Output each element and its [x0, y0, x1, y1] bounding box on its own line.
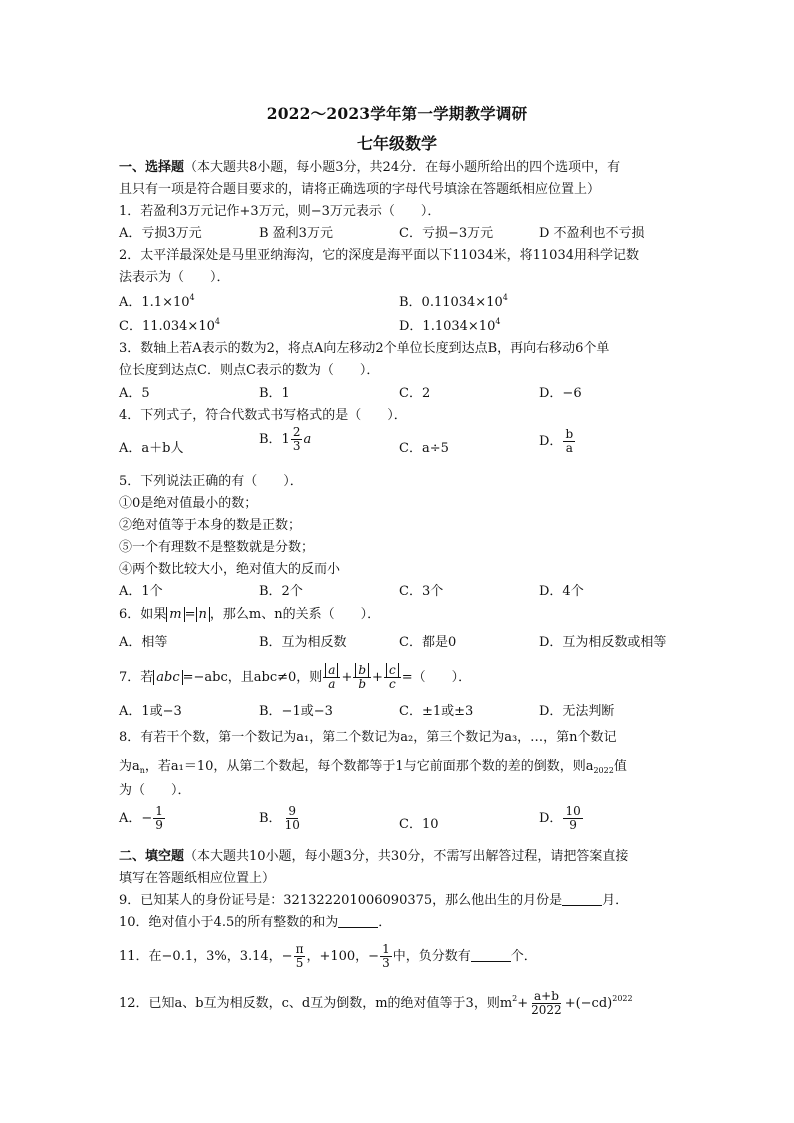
q6-var-m: m	[169, 607, 182, 622]
q12-superscript-2022: 2022	[612, 994, 633, 1003]
q4-option-b-variable: a	[303, 432, 312, 447]
q2-option-a-text: A．1.1×10	[119, 295, 190, 310]
q8-option-a-fraction	[153, 805, 165, 832]
q12-plus: +	[517, 996, 529, 1011]
q12-tail: +(−cd)	[564, 996, 613, 1011]
fraction-denominator: 9	[155, 818, 163, 832]
abs-bars	[325, 663, 338, 677]
q4-option-c: C．a÷5	[399, 441, 449, 456]
q5-item-4: ④两个数比较大小，绝对值大的反而小	[119, 562, 341, 577]
q5-option-d: D．4个	[539, 584, 584, 599]
q6-option-a: A．相等	[119, 635, 168, 650]
q8-line-c: 为（ ）．	[119, 783, 191, 798]
q8-subscript-2022: 2022	[593, 766, 614, 775]
q2-option-b-text: B．0.11034×10	[399, 295, 503, 310]
q11-answer-blank	[471, 949, 511, 962]
q6-stem-suffix: ，那么m、n的关系（ ）．	[209, 607, 381, 622]
q2-option-a	[119, 294, 195, 312]
q6-option-b: B．互为相反数	[259, 635, 347, 650]
q3-option-a: A．5	[119, 386, 150, 401]
q8-option-b	[259, 805, 303, 832]
exam-title: 2022～2023学年第一学期教学调研	[266, 104, 528, 123]
section1-intro	[119, 159, 679, 177]
var: c	[388, 663, 396, 677]
q5-option-c: C．3个	[399, 584, 444, 599]
q2-option-c-text: C．11.034×10	[119, 319, 215, 334]
q4-stem: 4．下列式子，符合代数式书写格式的是（ ）．	[119, 408, 407, 423]
q8-line-b-prefix: 为a	[119, 759, 140, 774]
q8-option-a	[119, 805, 166, 832]
fraction-denominator: 2022	[531, 1003, 562, 1017]
var: a	[328, 663, 336, 677]
q2-option-d-text: D．1.1034×10	[399, 319, 496, 334]
q9-line	[119, 892, 679, 910]
q8-option-b-prefix: B．	[259, 811, 282, 826]
q2-exponent: 4	[214, 317, 220, 326]
q3-option-c: C．2	[399, 386, 431, 401]
q2-exponent: 4	[502, 293, 508, 302]
fraction-denominator: b	[358, 677, 367, 691]
abs-bars	[386, 663, 399, 677]
q8-option-d	[539, 805, 584, 832]
fraction-numerator: 1	[382, 942, 390, 956]
q11-suffix-a: 中，负分数有	[392, 949, 471, 964]
fraction-numerator: a+b	[533, 989, 559, 1003]
q2-exponent: 4	[189, 293, 195, 302]
q1-option-c: C．亏损−3万元	[399, 226, 494, 241]
fraction-denominator: 3	[382, 956, 390, 970]
q5-item-1: ①0是绝对值最小的数；	[119, 496, 258, 511]
q2-option-b	[399, 294, 508, 312]
q5-option-a: A．1个	[119, 584, 163, 599]
fraction-denominator: c	[388, 677, 396, 691]
q7-fraction-b	[353, 664, 371, 691]
q8-option-d-fraction	[563, 805, 582, 832]
q6-stem-prefix: 6．如果	[119, 607, 167, 622]
q1-option-d: D 不盈利也不亏损	[539, 226, 645, 241]
q10-line	[119, 914, 679, 932]
q10-answer-blank	[338, 915, 378, 928]
exam-subtitle: 七年级数学	[356, 134, 437, 153]
q4-option-b-prefix: B．1	[259, 432, 290, 447]
section2-heading: 二、填空题	[119, 849, 185, 864]
q7-stem: 7．若 abc =−abc，且abc≠0，则 $\frac{a}{a}$ + $\frac{b}{b}$ + $\frac{c}{c}$ =（ ）．	[119, 663, 472, 691]
fraction-numerator	[353, 664, 371, 678]
q5-item-2: ②绝对值等于本身的数是正数；	[119, 518, 302, 533]
q12-prefix: 12．已知a、b互为相反数，c、d互为倒数，m的绝对值等于3，则m	[119, 996, 513, 1011]
section1-intro-b: 且只有一项是符合题目要求的，请将正确选项的字母代号填涂在答题纸相应位置上）	[119, 182, 601, 197]
q7-abs-inner: abc	[156, 670, 180, 685]
q9-text: 9．已知某人的身份证号是：321322201006090375，那么他出生的月份是	[119, 893, 563, 908]
q2-exponent: 4	[495, 317, 501, 326]
q11-line	[119, 943, 679, 970]
q7-option-c: C．±1或±3	[399, 704, 474, 719]
q7-option-b: B．−1或−3	[259, 704, 333, 719]
q7-stem-prefix: 7．若	[119, 670, 154, 685]
fraction-numerator: 9	[288, 804, 297, 818]
q10-suffix: ．	[378, 915, 392, 930]
fraction-numerator: 2	[292, 425, 301, 439]
fraction-denominator: 9	[569, 818, 577, 832]
q11-mid: ，+100，−	[306, 949, 380, 964]
q8-option-c: C．10	[399, 817, 439, 832]
q4-option-d-prefix: D．	[539, 434, 563, 449]
q12-line	[119, 990, 679, 1017]
q4-option-a: A．a＋b人	[119, 441, 184, 456]
q11-suffix-b: 个．	[510, 949, 537, 964]
q6-option-d: D．互为相反数或相等	[539, 635, 667, 650]
q8-option-b-fraction	[283, 805, 302, 832]
section2-intro	[119, 848, 679, 866]
q7-stem-suffix: =（ ）．	[401, 670, 472, 685]
q12-superscript-2: 2	[512, 994, 518, 1003]
q7-fraction-a	[323, 664, 340, 691]
q6-stem	[119, 606, 679, 624]
q11-fraction-pi	[294, 943, 306, 970]
q4-option-d-fraction	[563, 428, 575, 455]
q4-option-b	[259, 426, 311, 453]
fraction-denominator: 10	[284, 818, 300, 832]
q3-option-d: D．−6	[539, 386, 582, 401]
q9-answer-blank	[562, 893, 602, 906]
q7-option-d: D．无法判断	[539, 704, 615, 719]
q3-option-b: B．1	[259, 386, 290, 401]
q6-var-n: n	[198, 607, 207, 622]
q2-option-d	[399, 318, 500, 336]
section2-intro-a: （本大题共10小题，每小题3分，共30分，不需写出解答过程，请把答案直接	[184, 849, 629, 864]
section2-intro-b: 填写在答题纸相应位置上）	[119, 871, 276, 886]
q10-text: 10．绝对值小于4.5的所有整数的和为	[119, 915, 339, 930]
fraction-numerator	[323, 664, 340, 678]
q8-subscript-n: n	[139, 766, 145, 775]
q4-option-d	[539, 428, 576, 455]
q8-line-a: 8．有若干个数，第一个数记为a₁，第二个数记为a₂，第三个数记为a₃，…，第n个数记	[119, 730, 617, 745]
fraction-numerator: 1	[155, 804, 163, 818]
q1-option-a: A．亏损3万元	[119, 226, 202, 241]
var: b	[358, 663, 367, 677]
q11-fraction-third	[380, 943, 392, 970]
q1-stem: 1．若盈利3万元记作+3万元，则−3万元表示（ ）．	[119, 204, 441, 219]
q7-abs-abc	[153, 670, 182, 685]
q8-option-d-prefix: D．	[539, 811, 563, 826]
q5-option-b: B．2个	[259, 584, 303, 599]
fraction-denominator: a	[565, 441, 573, 455]
fraction-numerator: 10	[565, 804, 581, 818]
q9-suffix: 月．	[602, 893, 629, 908]
fraction-denominator: 5	[295, 956, 304, 970]
q3-stem-b: 位长度到达点C．则点C表示的数为（ ）．	[119, 363, 380, 378]
q8-line-b-suffix: 值	[613, 759, 627, 774]
abs-bars	[355, 663, 369, 677]
fraction-numerator: π	[295, 942, 304, 956]
q5-item-3: ⑤一个有理数不是整数就是分数；	[119, 540, 315, 555]
fraction-numerator	[384, 664, 401, 678]
q6-abs-m	[166, 607, 184, 622]
fraction-denominator: a	[328, 677, 336, 691]
section1-heading: 一、选择题	[119, 160, 185, 175]
q3-stem-a: 3．数轴上若A表示的数为2，将点A向左移动2个单位长度到达点B，再向右移动6个单	[119, 341, 610, 356]
q6-abs-n	[196, 607, 210, 622]
q6-option-c: C．都是0	[399, 635, 457, 650]
q8-line-b	[119, 758, 679, 776]
q4-option-b-fraction	[291, 426, 303, 453]
q7-fraction-c	[384, 664, 401, 691]
q8-option-a-prefix: A．−	[119, 811, 153, 826]
q7-stem-mid: =−abc，且abc≠0，则	[182, 670, 323, 685]
q6-equals: =	[184, 607, 196, 622]
q8-line-b-mid: ，若a₁＝10，从第二个数起，每个数都等于1与它前面那个数的差的倒数，则a	[144, 759, 594, 774]
q2-stem-a: 2．太平洋最深处是马里亚纳海沟，它的深度是海平面以下11034米，将11034用科学记数	[119, 248, 639, 263]
fraction-denominator: 3	[292, 439, 301, 453]
q7-option-a: A．1或−3	[119, 704, 182, 719]
section1-intro-a: （本大题共8小题，每小题3分，共24分．在每小题所给出的四个选项中，有	[184, 160, 621, 175]
fraction-numerator: b	[565, 427, 574, 441]
q2-stem-b: 法表示为（ ）．	[119, 270, 230, 285]
q12-fraction	[529, 990, 564, 1017]
q2-option-c	[119, 318, 220, 336]
q1-option-b: B 盈利3万元	[259, 226, 333, 241]
q11-prefix: 11．在−0.1，3%，3.14，−	[119, 949, 293, 964]
q5-stem: 5．下列说法正确的有（ ）．	[119, 474, 303, 489]
